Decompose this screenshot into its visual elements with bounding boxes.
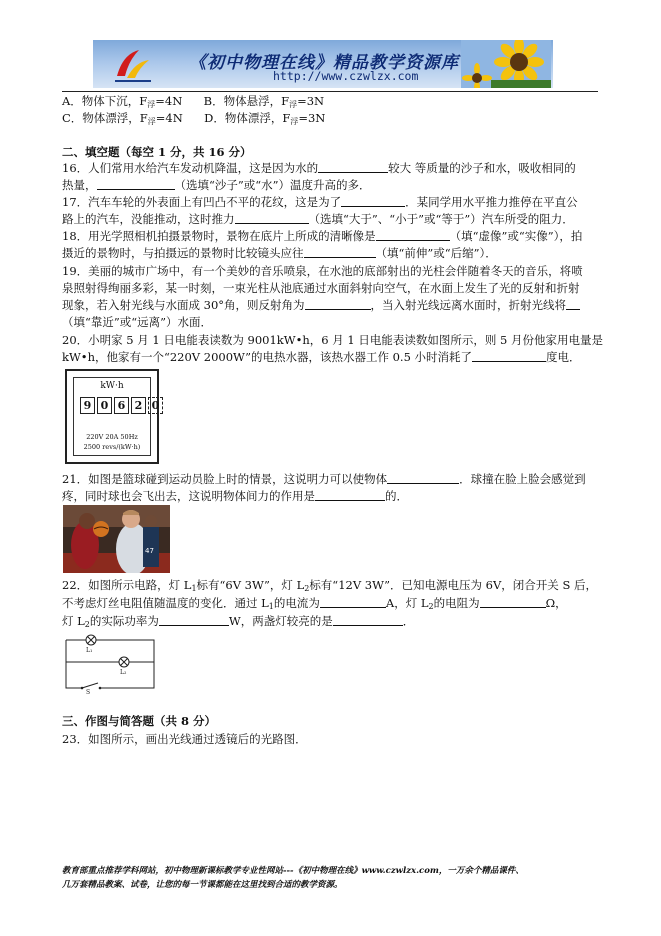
option-row-2 — [62, 110, 325, 130]
answer-blank — [304, 246, 376, 258]
answer-blank — [159, 614, 229, 626]
meter-digit: 6 — [114, 397, 129, 414]
svg-text:47: 47 — [145, 547, 154, 555]
meter-digits — [80, 397, 163, 414]
switch-s-label: S — [86, 689, 91, 694]
answer-blank — [387, 472, 459, 484]
lamp-l2-label: L₂ — [120, 669, 127, 676]
option-d: D．物体漂浮，$F_浮=3N$ — [204, 111, 326, 126]
answer-blank — [333, 614, 403, 626]
question-17-line-1: 17．汽车车轮的外表面上有凹凸不平的花纹，这是为了 ．某同学用水平推力推停在平直公 — [62, 195, 578, 209]
section-heading-drawing: 三、作图与简答题（共 8 分） — [62, 714, 217, 728]
energy-meter-figure — [65, 369, 159, 464]
footer-line-2: 几万套精品教案、试卷，让您的每一节课都能在这里找到合适的教学资源。 — [62, 880, 343, 890]
answer-blank — [341, 195, 405, 207]
answer-blank — [305, 298, 371, 310]
question-20-line-1: 20．小明家 5 月 1 日电能表读数为 9001kW•h，6 月 1 日电能表读数如图所示，则 5 月份他家用电量是 — [62, 333, 604, 347]
option-b: B．物体悬浮，$F_浮=3N$ — [203, 94, 325, 109]
answer-blank — [235, 212, 309, 224]
answer-blank — [315, 489, 385, 501]
meter-digit: 9 — [80, 397, 95, 414]
basketball-photo-image — [63, 505, 170, 573]
footer-line-1: 教育部重点推荐学科网站，初中物理新课标教学专业性网站---《初中物理在线》www.czwlzx.com，一万余个精品课件、 — [62, 866, 524, 876]
section-heading-fill-blank: 二、填空题（每空 1 分，共 16 分） — [62, 145, 252, 159]
page-footer — [62, 864, 524, 892]
question-22-line-1: 22．如图所示电路，灯 $L_1$标有“6V 3W”，灯 $L_2$标有“12V 3W”．已知电源电压为 6V，闭合开关 S 后， — [62, 578, 597, 593]
question-17-line-2: 路上的汽车，没能推动，这时推力 （选填“大于”、“小于”或“等于”）汽车所受的阻力． — [62, 212, 574, 226]
question-19-line-3: 现象，若入射光线与水面成 30°角，则反射角为 ，当入射光线远离水面时，折射光线将 — [62, 297, 580, 314]
question-22-line-3: 灯 $L_2$的实际功率为 W，两盏灯较亮的是 ． — [62, 614, 415, 629]
sunflower-icon — [461, 40, 551, 88]
question-22-line-2: 不考虑灯丝电阻值随温度的变化．通过 $L_1$的电流为 A，灯 $L_2$的电阻为 Ω， — [62, 596, 567, 611]
question-21-line-1: 21．如图是篮球碰到运动员脸上时的情景，这说明力可以使物体 ．球撞在脸上脸会感觉到 — [62, 472, 586, 486]
question-19-line-4: （填“靠近”或“远离”）水面． — [62, 315, 213, 329]
answer-blank — [97, 178, 175, 190]
banner-url: http://www.czwlzx.com — [273, 69, 419, 83]
header-banner — [93, 40, 553, 88]
site-logo-icon — [113, 46, 153, 84]
question-16-line-1: 16．人们常用水给汽车发动机降温，这是因为水的 较大 等质量的沙子和水，吸收相同的 — [62, 161, 576, 175]
question-18-line-2: 摄近的景物时，与拍摄远的景物时比较镜头应往 （填“前伸”或“后缩”）． — [62, 246, 497, 260]
meter-digit: 0 — [148, 397, 163, 414]
question-23-line-1: 23．如图所示，画出光线通过透镜后的光路图． — [62, 732, 307, 746]
circuit-diagram — [64, 630, 160, 694]
answer-blank — [376, 229, 450, 241]
answer-blank — [566, 298, 580, 310]
answer-blank — [472, 350, 546, 362]
question-18-line-1: 18．用光学照相机拍摄景物时，景物在底片上所成的清晰像是 （填“虚像”或“实像”），拍 — [62, 229, 583, 243]
question-20-line-2: kW•h，他家有一个“220V 2000W”的电热水器，该热水器工作 0.5 小时消耗了 度电． — [62, 350, 581, 364]
meter-digit: 2 — [131, 397, 146, 414]
banner-title: 《初中物理在线》精品教学资源库 — [189, 53, 459, 73]
lamp-l1-label: L₁ — [86, 647, 93, 654]
meter-spec-revs: 2500 revs/(kW·h) — [83, 443, 141, 451]
header-rule — [62, 91, 598, 92]
question-19-line-2: 泉照射得绚丽多彩，某一时刻，一束光柱从池底通过水面斜射向空气，在水面上发生了光的反射和折射 — [62, 281, 580, 295]
meter-unit: kW·h — [100, 381, 124, 391]
question-19-line-1: 19．美丽的城市广场中，有一个美妙的音乐喷泉，在水池的底部射出的光柱会伴随着冬天的音乐，将喷 — [62, 264, 583, 278]
question-16-line-2: 热量， （选填“沙子”或“水”）温度升高的多． — [62, 178, 371, 192]
question-21-line-2: 疼，同时球也会飞出去，这说明物体间力的作用是 的． — [62, 489, 408, 503]
meter-spec-rating: 220V 20A 50Hz — [86, 433, 138, 441]
basketball-photo — [63, 505, 170, 573]
option-a: A．物体下沉，$F_浮=4N$ — [62, 94, 183, 109]
answer-blank — [320, 596, 386, 608]
option-c: C．物体漂浮，$F_浮=4N$ — [62, 111, 183, 126]
answer-blank — [480, 596, 546, 608]
answer-blank — [318, 161, 388, 173]
meter-digit: 0 — [97, 397, 112, 414]
